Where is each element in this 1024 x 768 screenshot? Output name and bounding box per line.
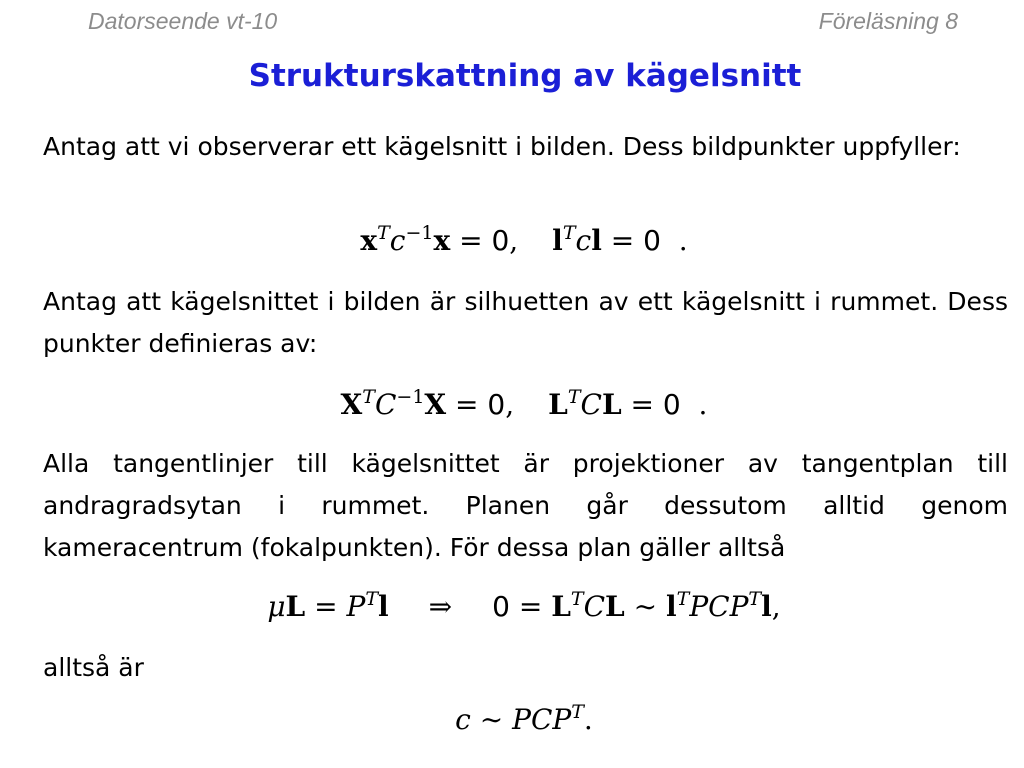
equation-image-conic: $x^Tc^{-1}x = 0$, $l^Tcl = 0$ . <box>360 222 688 257</box>
equation-tangent-planes: $\mu L = P^Tl$ ⇒ $0 = L^TCL$ ∼ $l^TPCP^Tl$, <box>267 588 781 623</box>
slide-title: Strukturskattning av kägelsnitt <box>248 58 802 94</box>
equation-result: c ∼ $PCP^T$. <box>455 701 593 736</box>
paragraph-1: Antag att vi observerar ett kägelsnitt i bilden. Dess bildpunkter uppfyller: <box>43 132 961 161</box>
header-course: Datorseende vt-10 <box>88 8 278 34</box>
header-lecture: Föreläsning 8 <box>818 8 958 34</box>
paragraph-3: Alla tangentlinjer till kägelsnittet är projektioner av tangentplan till andragradsytan i rummet. Planen går dessutom alltid genom kameracentrum (fokalpunkten). För dessa plan gäller alltså <box>43 449 1008 562</box>
paragraph-2: Antag att kägelsnittet i bilden är silhuetten av ett kägelsnitt i rummet. Dess punkter definieras av: <box>43 287 1008 358</box>
equation-space-conic: $X^TC^{-1}X = 0$, $L^TCL = 0$ . <box>340 386 708 421</box>
paragraph-4: alltså är <box>43 653 144 682</box>
